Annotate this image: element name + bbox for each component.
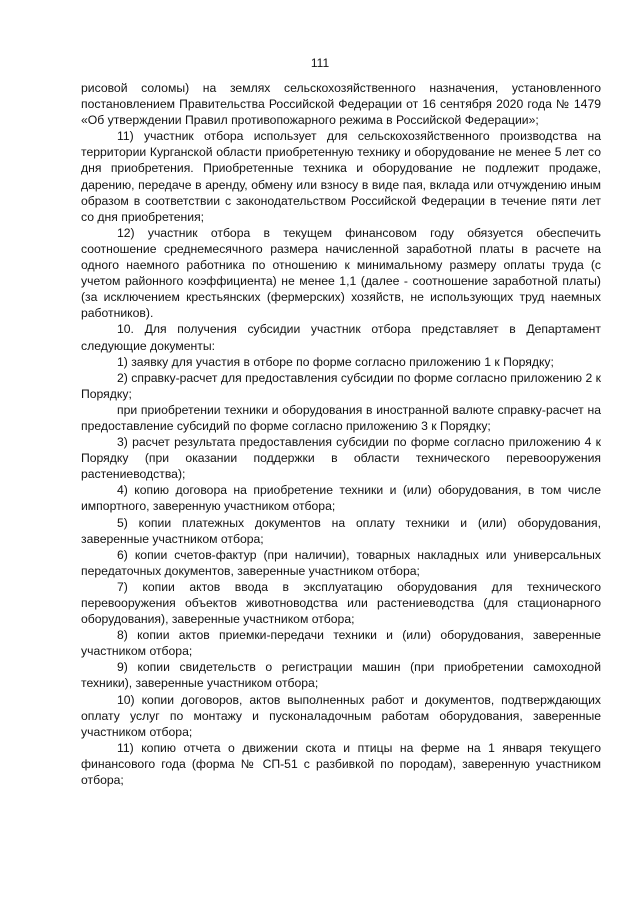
paragraph-doc-2-foreign-currency: при приобретении техники и оборудования в иностранной валюте справку-расчет на предоставление субсидий по форме согласно приложению 3 к Порядку; — [81, 402, 601, 433]
paragraph-section-10: 10. Для получения субсидии участник отбора представляет в Департамент следующие документы: — [81, 322, 601, 353]
paragraph-doc-5: 5) копии платежных документов на оплату техники и (или) оборудования, заверенные участником отбора; — [81, 515, 601, 546]
paragraph-doc-2: 2) справку-расчет для предоставления субсидии по форме согласно приложению 2 к Порядку; — [81, 370, 601, 401]
paragraph-doc-3: 3) расчет результата предоставления субсидии по форме согласно приложению 4 к Порядку (при оказании поддержки в области технического перевооружения растениеводства); — [81, 435, 601, 482]
paragraph-doc-8: 8) копии актов приемки-передачи техники и (или) оборудования, заверенные участником отбора; — [81, 628, 601, 659]
page-number: 111 — [310, 56, 330, 70]
paragraph-item-12: 12) участник отбора в текущем финансовом году обязуется обеспечить соотношение среднемесячного размера начисленной заработной платы в расчете на одного наемного работника по отношению к минимальному размеру оплаты труда (с учетом районного коэффициента) не менее 1,1 (далее - соотношение заработной платы) (за исключением крестьянских (фермерских) хозяйств, не использующих труд наемных работников). — [81, 225, 601, 321]
paragraph-continuation: рисовой соломы) на землях сельскохозяйственного назначения, установленного постановлением Правительства Российской Федерации от 16 сентября 2020 года № 1479 «Об утверждении Правил противопожарного режима в Российской Федерации»; — [81, 81, 601, 128]
paragraph-doc-11: 11) копию отчета о движении скота и птицы на ферме на 1 января текущего финансового года (форма № СП-51 с разбивкой по породам), заверенную участником отбора; — [81, 740, 601, 788]
paragraph-item-11: 11) участник отбора использует для сельскохозяйственного производства на территории Курганской области приобретенную технику и оборудование не менее 5 лет со дня приобретения. Приобретенные техника и оборудование не подлежит продаже, дарению, передаче в аренду, обмену или взносу в виде пая, вклада или отчуждению иным образом в соответствии с законодательством Российской Федерации в течение пяти лет со дня приобретения; — [81, 129, 601, 224]
paragraph-doc-1: 1) заявку для участия в отборе по форме согласно приложению 1 к Порядку; — [117, 354, 554, 369]
paragraph-doc-6: 6) копии счетов-фактур (при наличии), товарных накладных или универсальных передаточных документов, заверенные участником отбора; — [81, 547, 601, 578]
document-body — [81, 80, 601, 788]
paragraph-doc-7: 7) копии актов ввода в эксплуатацию оборудования для технического перевооружения объектов животноводства или растениеводства (для стационарного оборудования), заверенные участником отбора; — [81, 579, 601, 627]
paragraph-doc-4: 4) копию договора на приобретение техники и (или) оборудования, в том числе импортного, заверенную участником отбора; — [81, 483, 601, 514]
paragraph-doc-10: 10) копии договоров, актов выполненных работ и документов, подтверждающих оплату услуг по монтажу и пусконаладочным работам оборудования, заверенные участником отбора; — [81, 692, 601, 739]
paragraph-doc-9: 9) копии свидетельств о регистрации машин (при приобретении самоходной техники), заверенные участником отбора; — [81, 660, 601, 691]
